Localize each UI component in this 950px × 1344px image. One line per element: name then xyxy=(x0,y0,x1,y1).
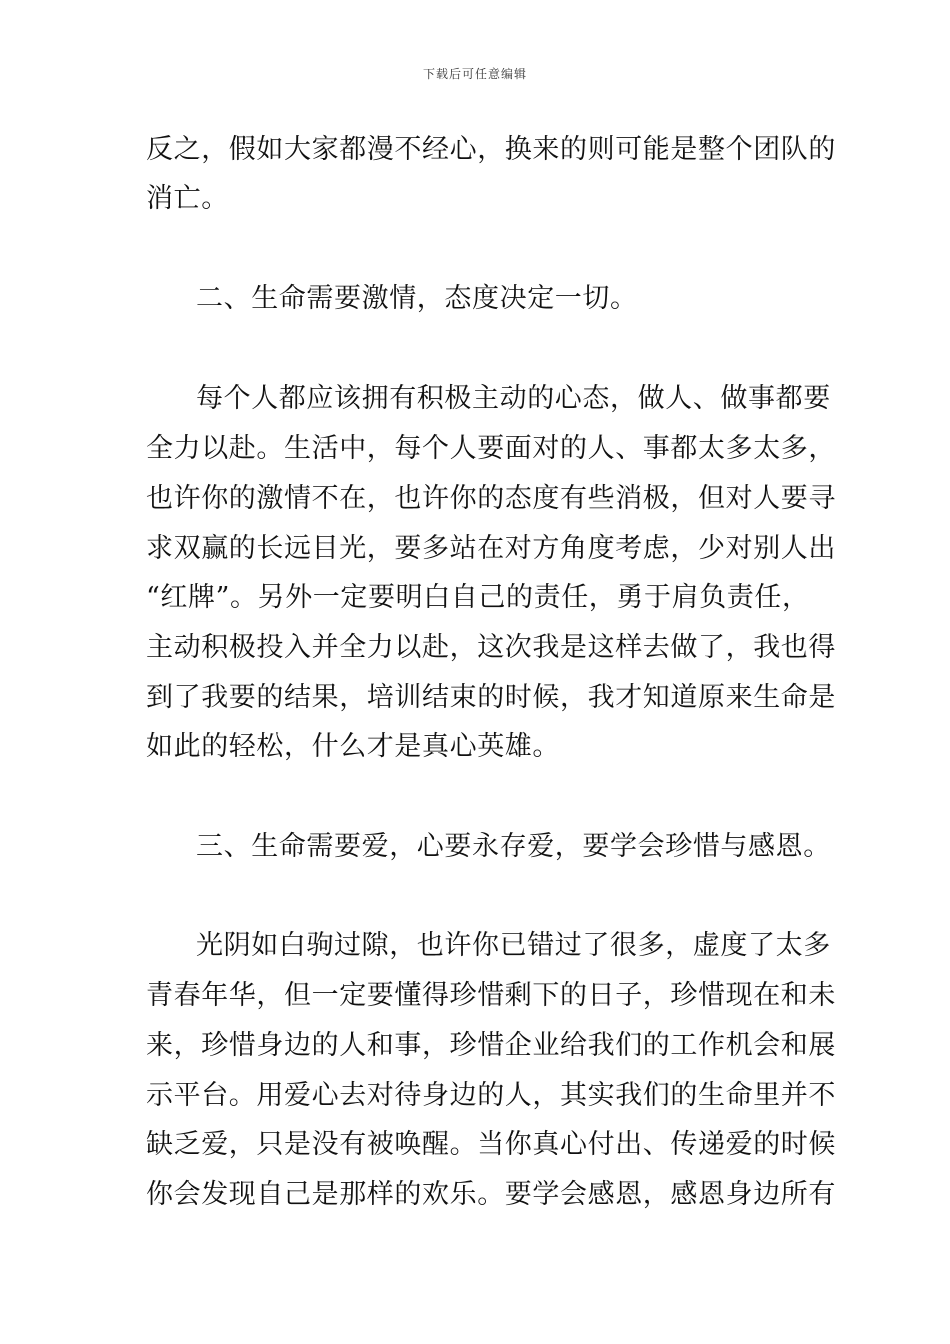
text-line: 你会发现自己是那样的欢乐。要学会感恩，感恩身边所有 xyxy=(146,1179,836,1210)
text-line: 青春年华，但一定要懂得珍惜剩下的日子，珍惜现在和未 xyxy=(146,980,836,1011)
text-line: 消亡。 xyxy=(146,183,229,214)
header-note: 下载后可任意编辑 xyxy=(422,67,527,81)
text-line: 示平台。用爱心去对待身边的人，其实我们的生命里并不 xyxy=(146,1080,836,1111)
text-line: 来，珍惜身边的人和事，珍惜企业给我们的工作机会和展 xyxy=(146,1030,836,1061)
text-line: 也许你的激情不在，也许你的态度有些消极，但对人要寻 xyxy=(146,483,836,514)
text-line: 主动积极投入并全力以赴，这次我是这样去做了，我也得 xyxy=(146,632,836,663)
text-line: 反之，假如大家都漫不经心，换来的则可能是整个团队的 xyxy=(146,134,836,165)
text-line: 全力以赴。生活中，每个人要面对的人、事都太多太多， xyxy=(146,433,836,464)
text-line: 光阴如白驹过隙，也许你已错过了很多，虚度了太多 xyxy=(196,930,831,961)
text-line: 求双赢的长远目光，要多站在对方角度考虑，少对别人出 xyxy=(146,533,836,564)
text-line: “红牌”。另外一定要明白自己的责任，勇于肩负责任， xyxy=(146,582,810,613)
text-line: 每个人都应该拥有积极主动的心态，做人、做事都要 xyxy=(196,383,831,414)
text-line: 如此的轻松，什么才是真心英雄。 xyxy=(146,731,560,762)
section-heading-2: 二、生命需要激情，态度决定一切。 xyxy=(196,283,638,314)
section-heading-3: 三、生命需要爱，心要永存爱，要学会珍惜与感恩。 xyxy=(196,831,831,862)
text-line: 缺乏爱，只是没有被唤醒。当你真心付出、传递爱的时候 xyxy=(146,1129,836,1160)
text-line: 到了我要的结果，培训结束的时候，我才知道原来生命是 xyxy=(146,682,836,713)
